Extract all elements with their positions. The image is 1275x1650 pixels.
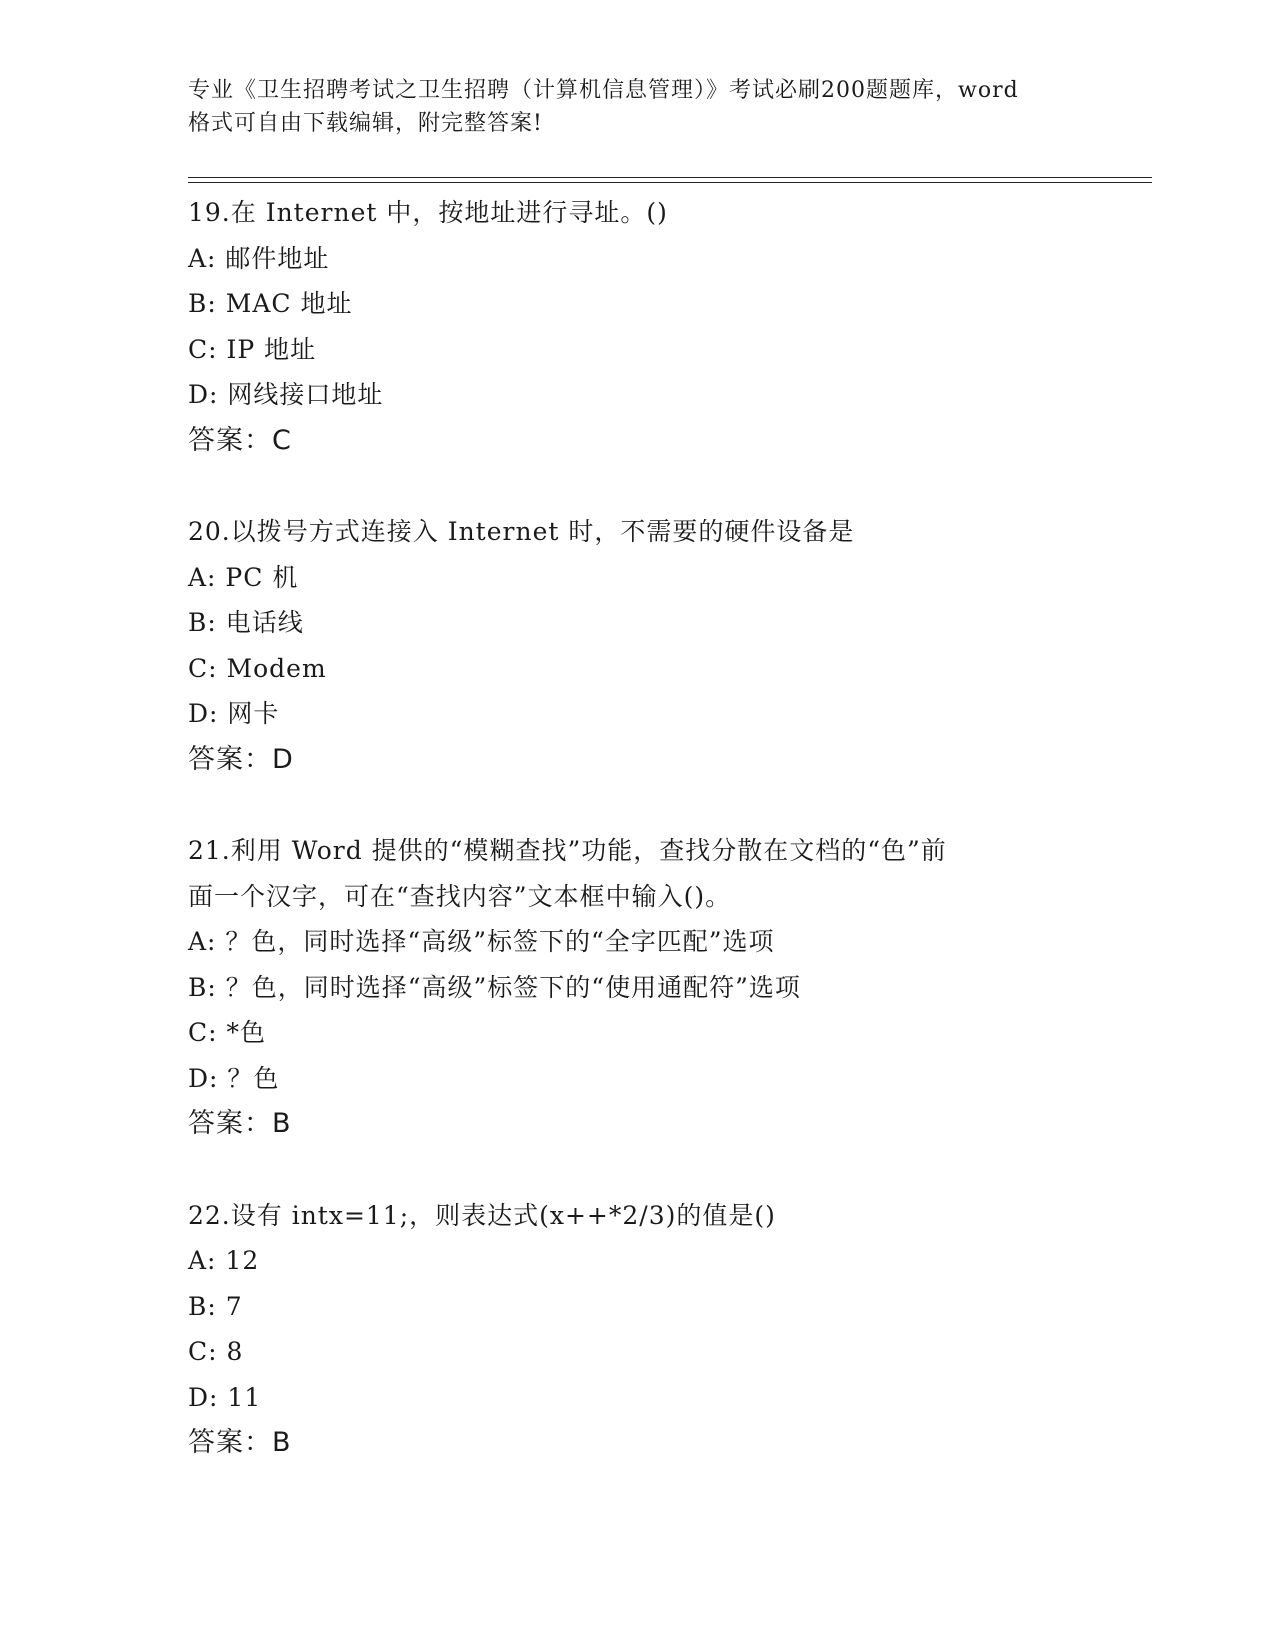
question-21 [188, 828, 1148, 1147]
option-a: A: 12 [188, 1246, 260, 1275]
option-a: A: 邮件地址 [188, 243, 330, 273]
header-line-2: 格式可自由下载编辑，附完整答案! [188, 111, 543, 136]
option-d: D: 网卡 [188, 699, 280, 728]
option-d: D: ？色 [188, 1063, 280, 1093]
option-d: D: 11 [188, 1382, 262, 1412]
answer-line: 答案：D [188, 743, 294, 775]
question-stem: 20.以拨号方式连接入 Internet 时，不需要的硬件设备是 [188, 517, 855, 546]
option-a: A: ？色，同时选择“高级”标签下的“全字匹配”选项 [188, 927, 775, 956]
header-divider-bottom [188, 182, 1152, 183]
option-b: B: 电话线 [188, 608, 304, 637]
answer-line: 答案：B [188, 1108, 292, 1139]
answer-line: 答案：B [188, 1427, 292, 1458]
question-stem-line-1: 21.利用 Word 提供的“模糊查找”功能，查找分散在文档的“色”前 [188, 836, 947, 865]
option-c: C: *色 [188, 1018, 266, 1047]
option-c: C: IP 地址 [188, 334, 317, 364]
question-19 [188, 190, 1148, 463]
option-c: C: Modem [188, 653, 327, 683]
question-20 [188, 509, 1148, 782]
question-list [188, 190, 1148, 1512]
option-b: B: MAC 地址 [188, 289, 353, 318]
option-a: A: PC 机 [188, 562, 299, 592]
question-stem: 22.设有 intx=11;，则表达式(x++*2/3)的值是() [188, 1200, 776, 1230]
answer-line: 答案：C [188, 424, 292, 456]
header-line-1: 专业《卫生招聘考试之卫生招聘（计算机信息管理）》考试必刷200题题库，word [188, 78, 1019, 103]
option-b: B: ？色，同时选择“高级”标签下的“使用通配符”选项 [188, 972, 801, 1002]
question-stem-line-2: 面一个汉字，可在“查找内容”文本框中输入()。 [188, 881, 732, 911]
question-stem: 19.在 Internet 中，按地址进行寻址。() [188, 198, 668, 227]
option-d: D: 网线接口地址 [188, 380, 384, 409]
header-divider-top [188, 177, 1152, 178]
option-b: B: 7 [188, 1291, 243, 1321]
option-c: C: 8 [188, 1337, 244, 1366]
question-22 [188, 1193, 1148, 1466]
document-header [188, 74, 1088, 140]
